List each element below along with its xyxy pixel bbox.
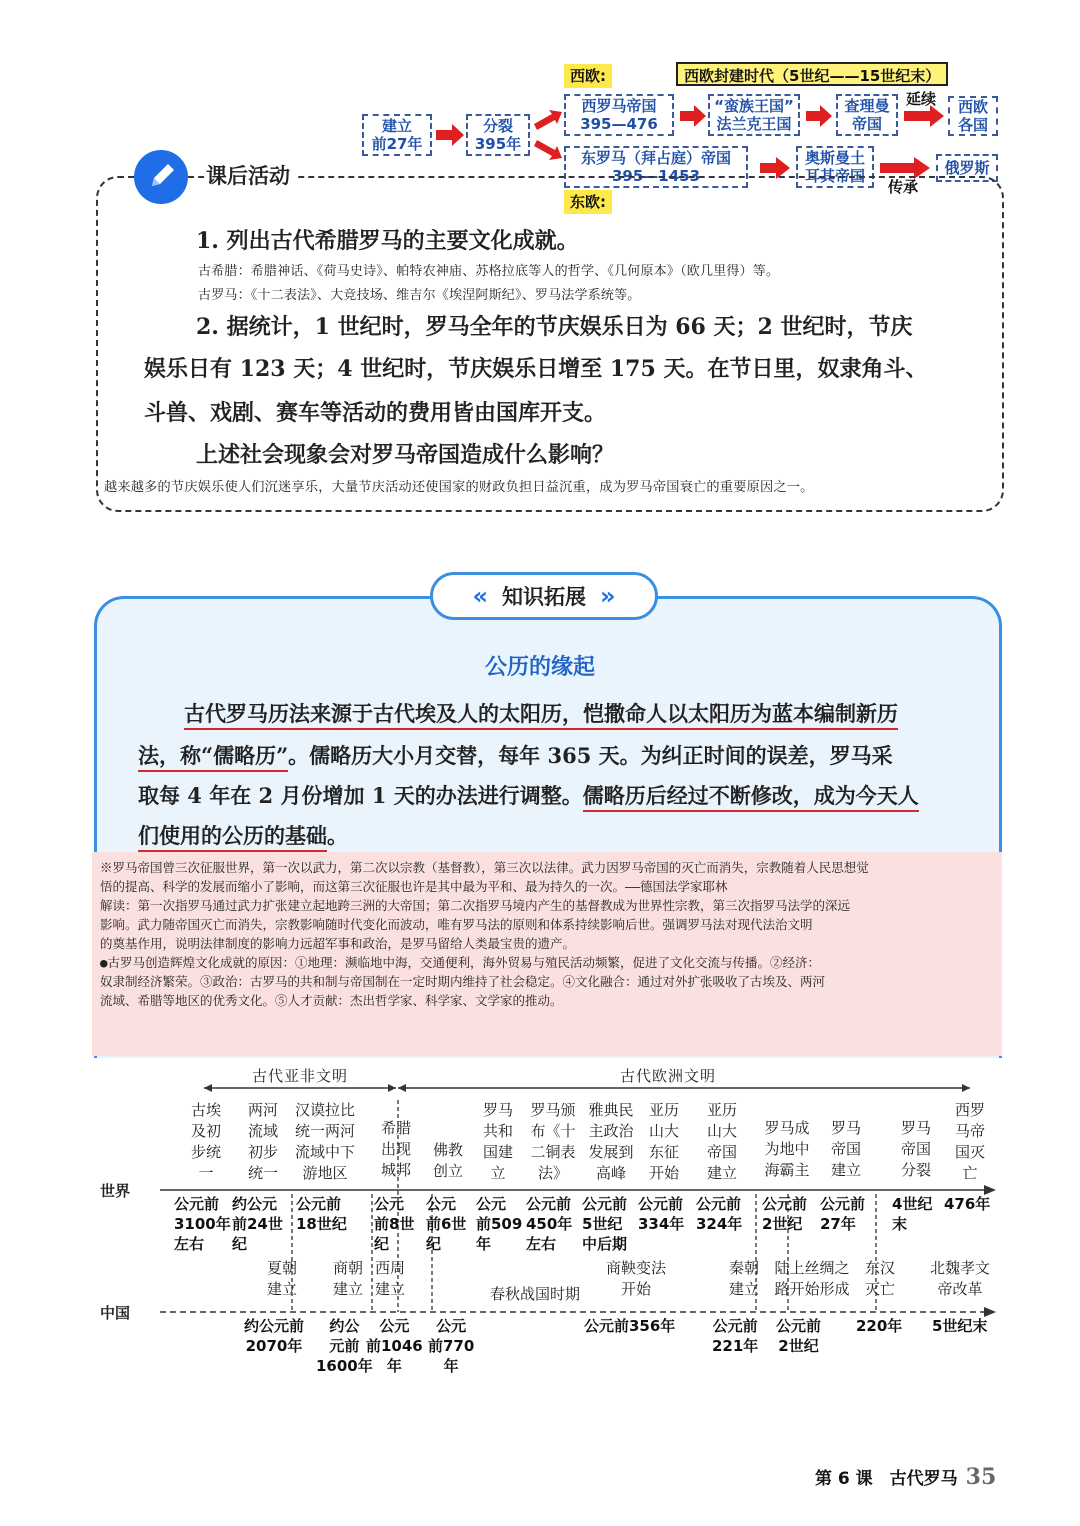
knowledge-line-3-highlight: 儒略历后经过不断修改，成为今天人: [583, 783, 919, 812]
china-event: 春秋战国时期: [489, 1285, 580, 1303]
world-event: 佛教 创立: [432, 1141, 463, 1180]
note-line: ●古罗马创造辉煌文化成就的原因：①地理：濒临地中海，交通便利，海外贸易与殖民活动频繁，促进了文化交流与传播。②经济：: [100, 955, 821, 970]
note-line: 解读：第一次指罗马通过武力扩张建立起地跨三洲的大帝国；第二次指罗马境内产生的基督教成为世界性宗教，第三次指罗马法学的深远: [100, 898, 851, 913]
china-date: 公元前 2世纪: [776, 1317, 822, 1355]
world-event: 希腊 出现 城邦: [380, 1119, 411, 1179]
arrow-west: [534, 110, 562, 130]
split-label: 分裂: [482, 117, 513, 135]
china-event: 商鞅变法 开始: [605, 1259, 666, 1298]
east-rome-label: 东罗马（拜占庭）帝国: [580, 149, 731, 167]
note-line: 奴隶制经济繁荣。③政治：古罗马的共和制与帝国制在一定时期内维持了社会稳定。④文化融合：通过对外扩张吸收了古埃及、两河: [100, 974, 826, 989]
ottoman-label-2: 耳其帝国: [804, 167, 865, 185]
double-chevron-left-icon: «: [472, 582, 488, 610]
lesson-title: 第 6 课 古代罗马: [815, 1469, 958, 1489]
handwritten-note: [92, 852, 1002, 1056]
question-1: 1. 列出古代希腊罗马的主要文化成就。: [196, 228, 579, 254]
world-date: 公元前 3100年 左右: [174, 1195, 231, 1253]
china-date: 公元前356年: [584, 1317, 676, 1335]
answer-1-rome: 古罗马：《十二表法》、大竞技场、维吉尔《埃涅阿斯纪》、罗马法学系统等。: [198, 288, 641, 303]
page-number: 35: [965, 1464, 997, 1490]
arrow-1: [436, 124, 464, 146]
knowledge-line-1: [184, 698, 898, 728]
knowledge-heading: 公历的缘起: [484, 655, 595, 680]
note-line: 悟的提高、科学的发展而缩小了影响，而这第三次征服也许是其中最为平和、最为持久的一次。——德国法学家耶林: [100, 879, 728, 894]
world-date: 476年: [944, 1195, 991, 1213]
julian-calendar-term: 法，称“儒略历”: [138, 743, 288, 772]
inherit-label: 传承: [888, 178, 919, 196]
knowledge-line-4: [138, 820, 348, 850]
founded-label: 建立: [381, 117, 412, 135]
china-event: 东汉 灭亡: [864, 1259, 895, 1298]
pencil-icon: [134, 150, 188, 204]
world-date: 公元前 450年 左右: [526, 1195, 573, 1253]
west-states-label-2: 各国: [957, 116, 988, 134]
asia-africa-label: 古代亚非文明: [252, 1067, 349, 1085]
world-event: 罗马 帝国 建立: [830, 1119, 861, 1179]
knowledge-line-4-end: 。: [327, 823, 348, 848]
feudal-era-tag: 西欧封建时代（5世纪——15世纪末）: [676, 62, 948, 86]
question-2-line-3: 斗兽、戏剧、赛车等活动的费用皆由国库开支。: [144, 400, 607, 426]
world-event: 罗马 共和 国建 立: [482, 1101, 513, 1182]
china-event: 夏朝 建立: [266, 1259, 297, 1298]
world-event: 罗马成 为地中 海霸主: [764, 1119, 810, 1179]
knowledge-tab: [430, 572, 658, 620]
barbarian-label: “蛮族王国”: [714, 97, 794, 115]
china-date: 约公元前 2070年: [244, 1317, 305, 1355]
world-date: 4世纪 末: [892, 1195, 933, 1233]
note-line: 的奠基作用，说明法律制度的影响力远超军事和政治，是罗马留给人类最宝贵的遗产。: [100, 936, 576, 951]
china-event: 西周 建立: [374, 1259, 405, 1298]
charlemagne-label: 查理曼: [844, 97, 890, 115]
europe-label: 古代欧洲文明: [620, 1067, 717, 1085]
knowledge-line-2-text: 。儒略历大小月交替，每年 365 天。为纠正时间的误差，罗马采: [288, 743, 893, 768]
world-event: 西罗 马帝 国灭 亡: [954, 1101, 985, 1182]
west-europe-tag: 西欧:: [564, 64, 612, 88]
world-event: 古埃 及初 步统 一: [190, 1101, 221, 1182]
question-2-line-1: 2. 据统计，1 世纪时，罗马全年的节庆娱乐日为 66 天；2 世纪时，节庆: [196, 314, 913, 340]
world-date: 公元前 2世纪: [762, 1195, 808, 1233]
founded-year: 前27年: [371, 135, 423, 153]
china-event: 陆上丝绸之 路开始形成: [774, 1259, 850, 1298]
west-states-label: 西欧: [957, 98, 988, 116]
china-date: 公元 前770 年: [428, 1317, 475, 1375]
china-date: 5世纪末: [932, 1317, 988, 1335]
arrow-east: [534, 140, 562, 160]
east-rome-years: 395—1453: [611, 167, 701, 185]
world-event: 亚历 山大 东征 开始: [648, 1101, 679, 1182]
world-event: 汉谟拉比 统一两河 流域中下 游地区: [294, 1101, 355, 1182]
note-line: ※罗马帝国曾三次征服世界，第一次以武力，第二次以宗教（基督教），第三次以法律。武力因罗马帝国的灭亡而消失，宗教随着人民思想觉: [100, 860, 869, 875]
china-event: 秦朝 建立: [728, 1259, 759, 1298]
knowledge-line-2: [138, 740, 893, 770]
world-event: 雅典民 主政治 发展到 高峰: [588, 1101, 634, 1182]
world-date: 公元 前8世 纪: [374, 1195, 415, 1253]
note-line: 流域、希腊等地区的优秀文化。⑤人才贡献：杰出哲学家、科学家、文学家的推动。: [100, 993, 563, 1008]
world-event: 罗马 帝国 分裂: [900, 1119, 931, 1179]
world-date: 公元前 18世纪: [296, 1195, 347, 1233]
world-date: 公元前 27年: [820, 1195, 866, 1233]
knowledge-tab-label: 知识拓展: [502, 585, 586, 609]
world-date: 公元前 324年: [696, 1195, 743, 1233]
arrow-5: [904, 105, 944, 127]
note-line: 影响。武力随帝国灭亡而消失，宗教影响随时代变化而波动，唯有罗马法的原则和体系持续影响后世。强调罗马法对现代法治文明: [100, 917, 813, 932]
arrow-3: [680, 105, 706, 127]
china-event: 商朝 建立: [332, 1259, 363, 1298]
ottoman-label: 奥斯曼土: [804, 149, 865, 167]
world-date: 约公元 前24世 纪: [232, 1195, 283, 1253]
arrow-4: [806, 105, 832, 127]
east-europe-tag: 东欧:: [564, 190, 612, 214]
world-date: 公元前 334年: [638, 1195, 685, 1233]
china-date: 220年: [856, 1317, 903, 1335]
question-2-ask: 上述社会现象会对罗马帝国造成什么影响？: [196, 442, 615, 468]
china-date: 约公 元前 1600年: [316, 1317, 373, 1375]
world-date: 公元前 5世纪 中后期: [582, 1195, 628, 1253]
activity-title: 课后活动: [206, 160, 298, 190]
china-date: 公元前 221年: [712, 1317, 759, 1355]
world-date: 公元 前6世 纪: [426, 1195, 467, 1253]
china-event: 北魏孝文 帝改革: [929, 1259, 990, 1298]
world-date: 公元 前509 年: [476, 1195, 523, 1253]
west-rome-years: 395—476: [580, 115, 658, 133]
knowledge-line-4-highlight: 们使用的公历的基础: [138, 823, 327, 852]
russia-label: 俄罗斯: [944, 159, 990, 177]
knowledge-line-3-text: 取每 4 年在 2 月份增加 1 天的办法进行调整。: [138, 783, 583, 808]
world-event: 两河 流域 初步 统一: [247, 1101, 278, 1182]
knowledge-line-3: [138, 780, 919, 810]
page-footer: [815, 1464, 996, 1490]
world-event: 罗马颁 布《十 二铜表 法》: [530, 1101, 576, 1182]
frankish-label: 法兰克王国: [716, 115, 792, 133]
answer-1-greece: 古希腊：希腊神话、《荷马史诗》、帕特农神庙、苏格拉底等人的哲学、《几何原本》（欧几里得）等。: [198, 264, 780, 279]
china-date: 公元 前1046 年: [366, 1317, 423, 1375]
charlemagne-label-2: 帝国: [851, 115, 882, 133]
split-year: 395年: [474, 135, 522, 153]
answer-2: 越来越多的节庆娱乐使人们沉迷享乐，大量节庆活动还使国家的财政负担日益沉重，成为罗马帝国衰亡的重要原因之一。: [104, 480, 814, 495]
continue-label: 延续: [906, 90, 937, 108]
world-event: 亚历 山大 帝国 建立: [706, 1101, 737, 1182]
double-chevron-right-icon: »: [600, 582, 616, 610]
china-row-label: 中国: [100, 1304, 131, 1322]
knowledge-line-1-text: 古代罗马历法来源于古代埃及人的太阳历，恺撒命人以太阳历为蓝本编制新历: [184, 701, 898, 730]
question-2-line-2: 娱乐日有 123 天；4 世纪时，节庆娱乐日增至 175 天。在节日里，奴隶角斗、: [144, 356, 928, 382]
west-rome-label: 西罗马帝国: [581, 97, 657, 115]
world-row-label: 世界: [100, 1182, 131, 1200]
